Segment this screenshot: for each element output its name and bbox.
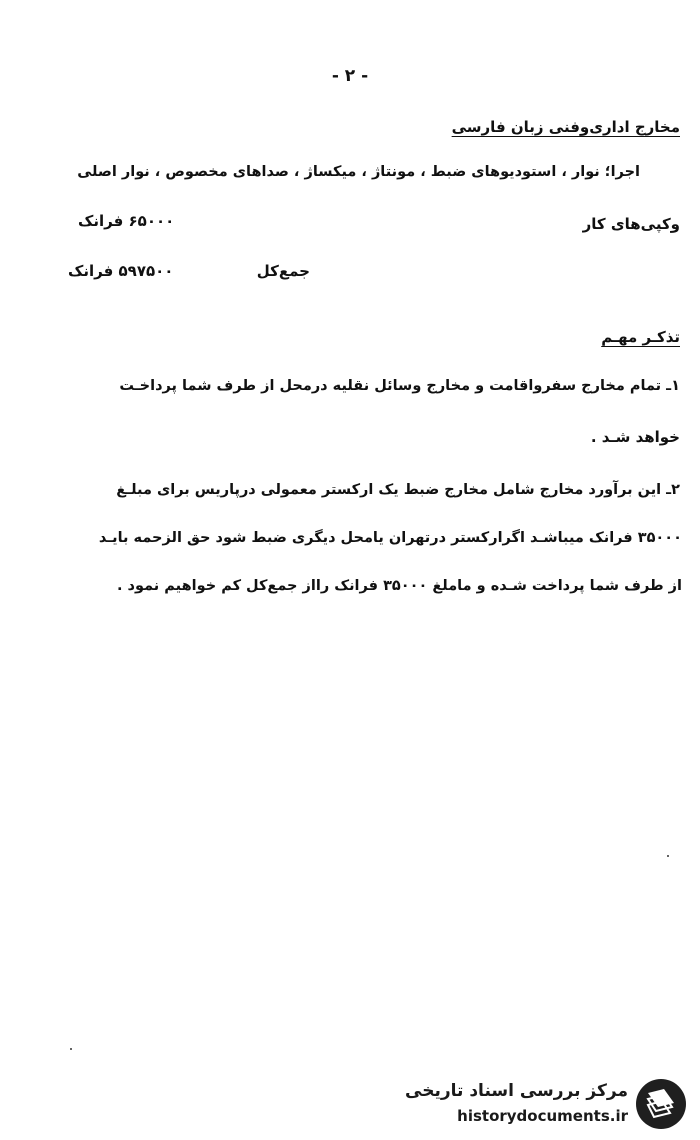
book-seal-icon <box>634 1077 688 1131</box>
note-2-line-1: ۲ـ این برآورد مخارج شامل مخارج ضبط یک ارکستر معمولی درپاریس برای مبلـغ <box>116 482 680 498</box>
cost-items-amount: ۶۵۰۰۰ فرانک <box>78 212 175 230</box>
note-1-line-1: ۱ـ تمام مخارج سفرواقامت و مخارج وسائل نقلیه درمحل از طرف شما پرداخـت <box>119 378 680 394</box>
watermark-title: مرکز بررسی اسناد تاریخی <box>405 1081 628 1101</box>
note-2-line-2: ۳۵۰۰۰ فرانک میباشـد اگرارکستر درتهران یامحل دیگری ضبط شود حق الزحمه بایـد <box>98 530 682 546</box>
scan-speck <box>70 1048 72 1050</box>
watermark-logo <box>405 1075 690 1135</box>
scan-speck <box>667 855 669 857</box>
total-label: جمع‌کل <box>256 262 310 280</box>
watermark-url: historydocuments.ir <box>457 1107 628 1125</box>
note-1-line-2: خواهد شـد . <box>590 428 680 446</box>
note-2-line-3: از طرف شما پرداخت شـده و ماملغ ۳۵۰۰۰ فرانک رااز جمع‌کل کم خواهیم نمود . <box>117 578 682 594</box>
section-heading-notes: تذکـر مهـم <box>601 328 680 346</box>
cost-items-label: وکپی‌های کار <box>582 215 680 233</box>
cost-items-line: اجرا؛ نوار ، استودیوهای ضبط ، مونتاژ ، میکساژ ، صداهای مخصوص ، نوار اصلی <box>77 164 640 180</box>
total-amount: ۵۹۷۵۰۰ فرانک <box>68 262 174 280</box>
section-heading-costs: مخارج اداری‌وفنی زبان فارسی <box>451 118 680 136</box>
page-number: - ۲ - <box>331 66 369 86</box>
